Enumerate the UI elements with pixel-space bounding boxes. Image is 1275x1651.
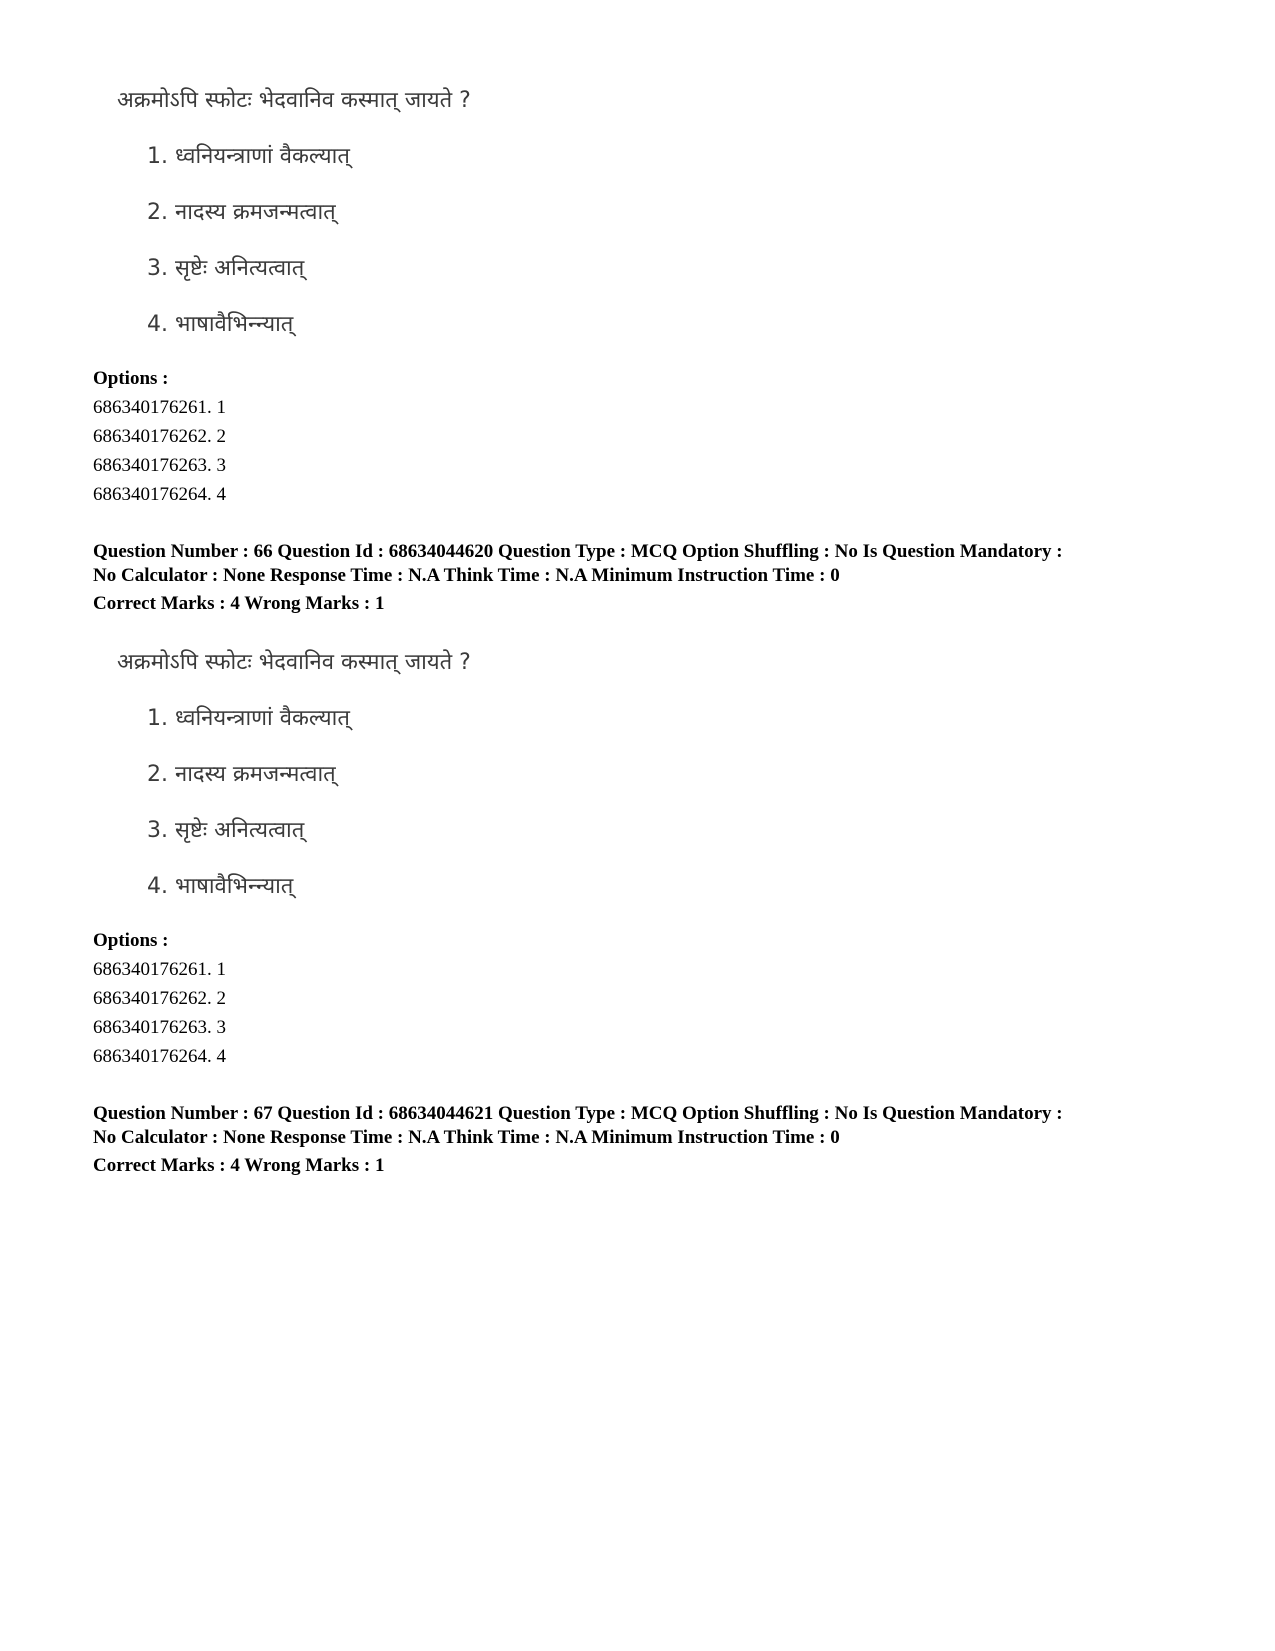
options-list-1 xyxy=(93,364,226,509)
question-choice-1: 1. ध्वनियन्त्राणां वैकल्यात् xyxy=(147,706,350,731)
option-item: 686340176261. 1 xyxy=(93,959,226,980)
question-choice-2: 2. नादस्य क्रमजन्मत्वात् xyxy=(147,200,336,225)
question-meta-67 xyxy=(93,1102,1213,1150)
question-stem: अक्रमोऽपि स्फोटः भेदवानिव कस्मात् जायते ? xyxy=(117,88,471,113)
question-choice-4: 4. भाषावैभिन्न्यात् xyxy=(147,312,294,337)
question-choice-4: 4. भाषावैभिन्न्यात् xyxy=(147,874,294,899)
question-meta-line: Question Number : 67 Question Id : 68634044621 Question Type : MCQ Option Shuffling : No Is Question Mandatory : xyxy=(93,1103,1063,1124)
question-meta-line: No Calculator : None Response Time : N.A Think Time : N.A Minimum Instruction Time : 0 xyxy=(93,1127,840,1148)
option-item: 686340176264. 4 xyxy=(93,484,226,505)
question-choice-3: 3. सृष्टेः अनित्यत्वात् xyxy=(147,256,305,281)
options-list-66 xyxy=(93,926,226,1071)
options-label: Options : xyxy=(93,368,169,389)
option-item: 686340176262. 2 xyxy=(93,426,226,447)
question-meta-66 xyxy=(93,540,1213,588)
question-marks-66: Correct Marks : 4 Wrong Marks : 1 xyxy=(93,593,385,614)
question-meta-line: Question Number : 66 Question Id : 68634044620 Question Type : MCQ Option Shuffling : No Is Question Mandatory : xyxy=(93,541,1063,562)
options-label: Options : xyxy=(93,930,169,951)
question-choice-1: 1. ध्वनियन्त्राणां वैकल्यात् xyxy=(147,144,350,169)
question-stem: अक्रमोऽपि स्फोटः भेदवानिव कस्मात् जायते ? xyxy=(117,650,471,675)
question-meta-line: No Calculator : None Response Time : N.A Think Time : N.A Minimum Instruction Time : 0 xyxy=(93,565,840,586)
option-item: 686340176263. 3 xyxy=(93,1017,226,1038)
question-marks-67: Correct Marks : 4 Wrong Marks : 1 xyxy=(93,1155,385,1176)
question-image-1 xyxy=(117,84,637,354)
question-choice-3: 3. सृष्टेः अनित्यत्वात् xyxy=(147,818,305,843)
option-item: 686340176261. 1 xyxy=(93,397,226,418)
question-choice-2: 2. नादस्य क्रमजन्मत्वात् xyxy=(147,762,336,787)
option-item: 686340176262. 2 xyxy=(93,988,226,1009)
option-item: 686340176264. 4 xyxy=(93,1046,226,1067)
option-item: 686340176263. 3 xyxy=(93,455,226,476)
question-image-66 xyxy=(117,646,637,916)
